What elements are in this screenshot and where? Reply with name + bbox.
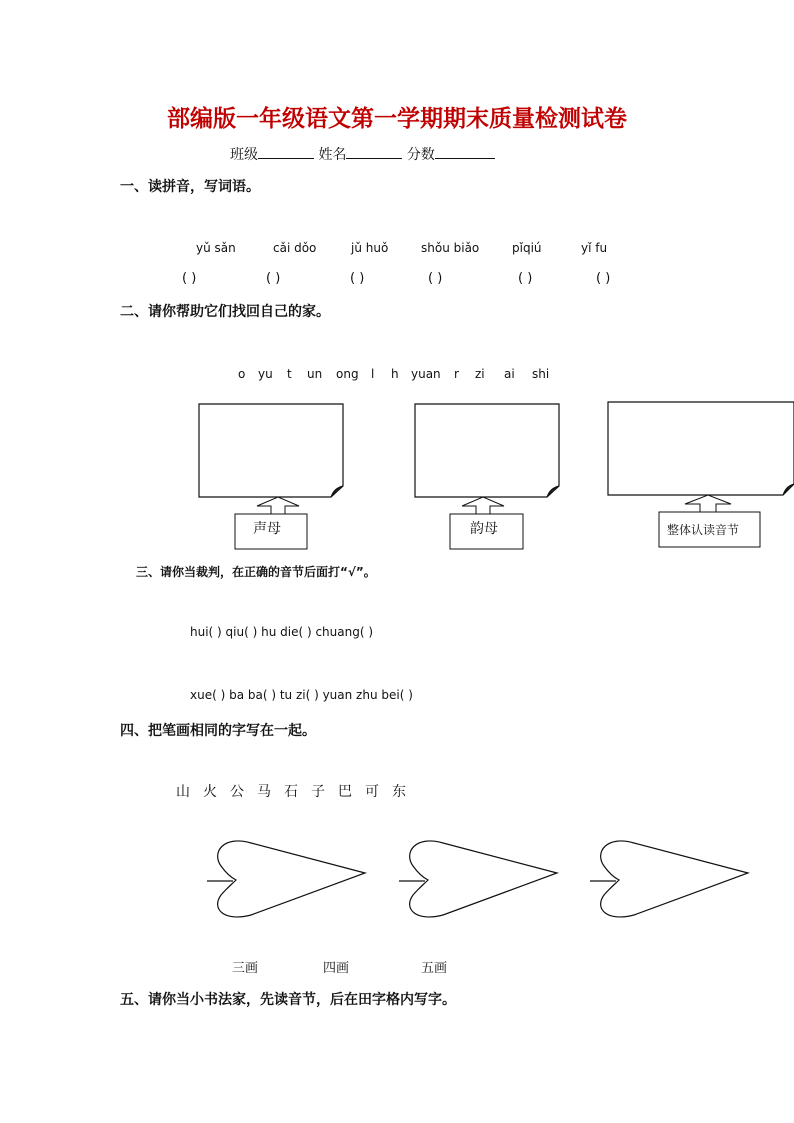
q1-answer-6[interactable]: ( ) <box>596 271 611 286</box>
whole-syllable-label: 整体认读音节 <box>667 523 740 537</box>
q2-letter: un <box>307 367 323 381</box>
q1-pinyin-5: pǐqiú <box>512 241 542 255</box>
q2-letter: h <box>391 367 399 381</box>
q4-character-list <box>176 781 419 801</box>
arrow-up-icon <box>257 497 299 514</box>
initials-box[interactable] <box>199 404 343 497</box>
q4-char: 火 <box>203 784 218 800</box>
q4-label-four-strokes: 四画 <box>323 961 350 976</box>
heart-shape-icon[interactable] <box>399 841 557 917</box>
finals-label: 韵母 <box>470 521 498 537</box>
q1-answer-3[interactable]: ( ) <box>350 271 365 286</box>
q1-answer-5[interactable]: ( ) <box>518 271 533 286</box>
q4-label-three-strokes: 三画 <box>232 961 259 976</box>
q4-heading: 四、把笔画相同的字写在一起。 <box>120 723 316 739</box>
q1-pinyin-1: yǔ sǎn <box>196 241 236 255</box>
q4-char: 巴 <box>338 784 353 800</box>
q1-pinyin-3: jǔ huǒ <box>351 241 389 255</box>
arrow-up-icon <box>462 497 504 514</box>
finals-box[interactable] <box>415 404 559 497</box>
q3-row-1[interactable]: hui( ) qiu( ) hu die( ) chuang( ) <box>190 625 373 639</box>
page-title: 部编版一年级语文第一学期期末质量检测试卷 <box>167 105 627 132</box>
q4-char: 子 <box>311 784 326 800</box>
q4-char: 山 <box>176 784 191 800</box>
q1-pinyin-4: shǒu biǎo <box>421 241 480 255</box>
q2-letter: yuan <box>411 367 441 381</box>
q2-letter: ong <box>336 367 359 381</box>
q2-letter: t <box>287 367 292 381</box>
heart-shape-icon[interactable] <box>590 841 748 917</box>
q1-answer-2[interactable]: ( ) <box>266 271 281 286</box>
q2-heading: 二、请你帮助它们找回自己的家。 <box>120 304 330 320</box>
q4-char: 马 <box>257 784 272 800</box>
q2-letter: l <box>371 367 375 381</box>
q3-heading: 三、请你当裁判，在正确的音节后面打“√”。 <box>136 565 376 579</box>
q2-letter: ai <box>504 367 515 381</box>
q2-letter: o <box>238 367 246 381</box>
class-label: 班级 <box>230 147 258 163</box>
initials-label: 声母 <box>253 521 281 537</box>
score-label: 分数 <box>406 147 435 163</box>
q4-char: 可 <box>365 784 380 800</box>
q5-heading: 五、请你当小书法家，先读音节，后在田字格内写字。 <box>120 992 456 1008</box>
name-label: 姓名 <box>318 147 347 163</box>
whole-syllable-box[interactable] <box>608 402 794 495</box>
q2-letter: yu <box>258 367 273 381</box>
q2-letter: r <box>454 367 459 381</box>
q1-pinyin-2: cǎi dǒo <box>273 241 317 255</box>
q1-answer-4[interactable]: ( ) <box>428 271 443 286</box>
q4-char: 公 <box>230 784 245 800</box>
arrow-up-icon <box>685 495 731 512</box>
q2-letter: zi <box>475 367 485 381</box>
q1-heading: 一、读拼音，写词语。 <box>120 179 260 195</box>
q4-label-five-strokes: 五画 <box>421 961 448 976</box>
q4-char: 东 <box>392 784 407 800</box>
heart-shape-icon[interactable] <box>207 841 365 917</box>
q3-row-2[interactable]: xue( ) ba ba( ) tu zi( ) yuan zhu bei( ) <box>190 688 413 702</box>
q2-letter: shi <box>532 367 550 381</box>
q4-char: 石 <box>284 784 299 800</box>
q1-answer-1[interactable]: ( ) <box>182 271 197 286</box>
q1-pinyin-6: yǐ fu <box>581 241 608 255</box>
